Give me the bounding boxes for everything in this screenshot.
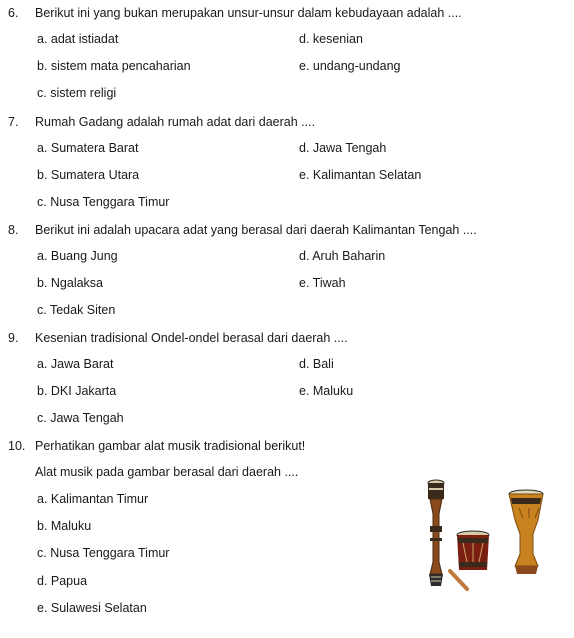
question-10 — [8, 439, 306, 453]
question-number: 6. — [8, 6, 19, 20]
option-9b[interactable]: b. DKI Jakarta — [37, 384, 117, 398]
traditional-drums-icon — [405, 474, 565, 604]
question-text: Rumah Gadang adalah rumah adat dari daerah .... — [35, 115, 316, 129]
option-6e[interactable]: e. undang-undang — [299, 59, 401, 73]
option-8e[interactable]: e. Tiwah — [299, 276, 346, 290]
option-7c[interactable]: c. Nusa Tenggara Timur — [37, 195, 170, 209]
option-9a[interactable]: a. Jawa Barat — [37, 357, 114, 371]
option-6d[interactable]: d. kesenian — [299, 32, 363, 46]
option-10d[interactable]: d. Papua — [37, 574, 88, 588]
option-8a[interactable]: a. Buang Jung — [37, 249, 118, 263]
hourglass-drum-icon — [509, 490, 543, 574]
question-6 — [8, 6, 462, 20]
drum-stick-icon — [450, 571, 467, 589]
option-8b[interactable]: b. Ngalaksa — [37, 276, 104, 290]
option-9d[interactable]: d. Bali — [299, 357, 334, 371]
option-10b[interactable]: b. Maluku — [37, 519, 92, 533]
option-10a[interactable]: a. Kalimantan Timur — [37, 492, 149, 506]
question-7 — [8, 115, 316, 129]
option-9c[interactable]: c. Jawa Tengah — [37, 411, 124, 425]
question-number: 9. — [8, 331, 19, 345]
option-6c[interactable]: c. sistem religi — [37, 86, 117, 100]
question-text: Kesenian tradisional Ondel-ondel berasal dari daerah .... — [35, 331, 348, 345]
question-8 — [8, 223, 477, 237]
option-8c[interactable]: c. Tedak Siten — [37, 303, 116, 317]
tall-drum-icon — [428, 480, 444, 586]
option-9e[interactable]: e. Maluku — [299, 384, 354, 398]
option-7e[interactable]: e. Kalimantan Selatan — [299, 168, 422, 182]
option-8d[interactable]: d. Aruh Baharin — [299, 249, 386, 263]
question-9 — [8, 331, 348, 345]
option-10e[interactable]: e. Sulawesi Selatan — [37, 601, 147, 615]
option-6a[interactable]: a. adat istiadat — [37, 32, 119, 46]
option-10c[interactable]: c. Nusa Tenggara Timur — [37, 546, 170, 560]
question-number: 8. — [8, 223, 19, 237]
question-text: Berikut ini yang bukan merupakan unsur-unsur dalam kebudayaan adalah .... — [35, 6, 462, 20]
option-6b[interactable]: b. sistem mata pencaharian — [37, 59, 191, 73]
question-number: 10. — [8, 439, 26, 453]
question-subtext: Alat musik pada gambar berasal dari daerah .... — [35, 465, 299, 479]
question-number: 7. — [8, 115, 19, 129]
option-7d[interactable]: d. Jawa Tengah — [299, 141, 387, 155]
small-drum-icon — [457, 531, 489, 570]
question-text: Perhatikan gambar alat musik tradisional berikut! — [35, 439, 306, 453]
question-text: Berikut ini adalah upacara adat yang berasal dari daerah Kalimantan Tengah .... — [35, 223, 477, 237]
option-7b[interactable]: b. Sumatera Utara — [37, 168, 140, 182]
option-7a[interactable]: a. Sumatera Barat — [37, 141, 139, 155]
